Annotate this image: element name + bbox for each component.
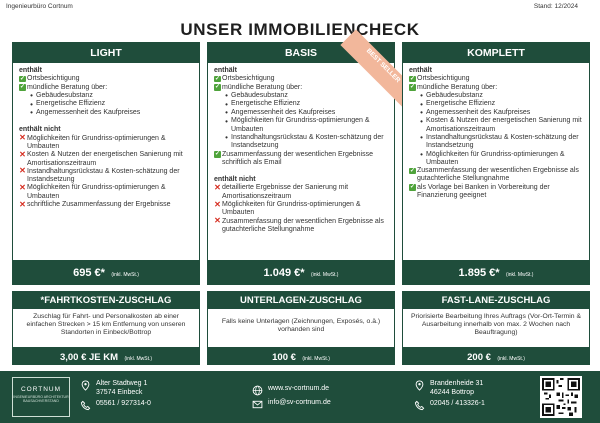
included-item xyxy=(214,134,388,151)
price-note: (inkl. MwSt.) xyxy=(111,272,139,278)
item-text: Ortsbesichtigung xyxy=(27,75,80,83)
item-text: Kosten & Nutzen der energetischen Sanierung mit Amortisationszeitraum xyxy=(426,117,582,133)
section-heading-included: enthält xyxy=(19,67,42,74)
section-spacer xyxy=(214,167,388,176)
cross-icon: ✕ xyxy=(19,133,26,143)
item-text: Möglichkeiten für Grundriss-optimierungen & Umbauten xyxy=(27,134,166,150)
checkmark-icon: ✓ xyxy=(409,84,416,91)
price: 100 € xyxy=(272,352,296,363)
logo-subtext: INGENIEURBÜRO ARCHITEKTUR BAUSACHVERSTAND xyxy=(13,395,69,403)
email-link: info@sv-cortnum.de xyxy=(268,399,331,406)
item-text: mündliche Beratung über: xyxy=(417,83,498,91)
checkmark-icon: ✓ xyxy=(214,75,221,82)
included-item xyxy=(214,117,388,134)
addon-description: Zuschlag für Fahrt- und Personalkosten ab einer einfachen Strecken > 15 km Entfernung von unseren Standorten in Einbeck/Bottrop xyxy=(26,313,186,336)
cross-icon: ✕ xyxy=(19,149,26,159)
item-text: Energetische Effizienz xyxy=(231,100,301,108)
item-text: Angemessenheit des Kaufpreises xyxy=(426,108,531,116)
price-bar xyxy=(208,347,394,364)
excluded-item xyxy=(19,201,193,209)
bullet-icon: • xyxy=(225,116,228,126)
top-bar xyxy=(0,0,600,14)
cross-icon: ✕ xyxy=(214,199,221,209)
cross-icon: ✕ xyxy=(19,182,26,192)
excluded-item xyxy=(214,201,388,218)
footer-online xyxy=(252,385,402,413)
included-item xyxy=(19,92,193,101)
checkmark-icon: ✓ xyxy=(214,151,221,158)
qr-code-pattern xyxy=(542,378,580,416)
checkmark-icon: ✓ xyxy=(19,84,26,91)
package-body xyxy=(403,63,589,200)
included-item xyxy=(409,151,583,168)
phone-number: 05561 / 927314-0 xyxy=(96,400,151,407)
item-text: Angemessenheit des Kaufpreises xyxy=(231,108,336,116)
price-note: (inkl. MwSt.) xyxy=(497,356,525,362)
included-item xyxy=(19,75,193,83)
cross-icon: ✕ xyxy=(214,216,221,226)
included-item xyxy=(409,134,583,151)
item-text: Möglichkeiten für Grundriss-optimierungen & Umbauten xyxy=(27,184,166,200)
included-item xyxy=(409,100,583,109)
bullet-icon: • xyxy=(30,91,33,101)
price-note: (inkl. MwSt.) xyxy=(124,356,153,362)
included-item xyxy=(19,109,193,118)
section-heading-included: enthält xyxy=(214,67,237,74)
bullet-icon: • xyxy=(420,133,423,143)
address-line: Brandenheide 31 xyxy=(430,380,484,387)
bullet-icon: • xyxy=(225,133,228,143)
addon-description: Priorisierte Bearbeitung Ihres Auftrags (Vor-Ort-Termin & Ausarbeitung innerhalb von max. 2 Wochen nach Beauftragung) xyxy=(411,313,581,336)
item-text: Instandhaltungsrückstau & Kosten-schätzung der Instandsetzung xyxy=(231,133,384,150)
price-note: (inkl. MwSt.) xyxy=(505,272,534,278)
package-card-komplett xyxy=(402,42,590,285)
section-heading-excluded: enthält nicht xyxy=(19,126,61,134)
location-pin-icon xyxy=(414,380,425,391)
website[interactable] xyxy=(252,385,402,396)
item-text: Gebäudesubstanz xyxy=(36,91,93,99)
logo-text: CORTNUM xyxy=(20,386,62,393)
checkmark-icon: ✓ xyxy=(214,84,221,91)
package-title: LIGHT xyxy=(13,43,199,63)
phone-einbeck[interactable] xyxy=(80,400,230,411)
item-text: Kosten & Nutzen der energetischen Sanierung mit Amortisationszeitraum xyxy=(27,151,183,167)
addon-card-travel xyxy=(12,291,200,365)
phone-icon xyxy=(414,400,425,411)
email-icon xyxy=(252,399,263,410)
price-bar xyxy=(403,347,589,364)
item-text: Zusammenfassung der wesentlichen Ergebnisse als gutachterliche Stellungnahme xyxy=(417,167,579,183)
item-text: Zusammenfassung der wesentlichen Ergebnisse schriftlich als Email xyxy=(222,150,373,166)
price-bar xyxy=(403,260,589,284)
qr-code-icon[interactable] xyxy=(540,376,582,418)
item-text: Instandhaltungsrückstau & Kosten-schätzung der Instandsetzung xyxy=(426,133,579,150)
price-note: (inkl. MwSt.) xyxy=(310,272,339,278)
company-label: Ingenieurbüro Cortnum xyxy=(6,3,73,10)
address-line: 46244 Bottrop xyxy=(430,388,474,396)
price: 200 € xyxy=(467,352,491,363)
price-note: (inkl. MwSt.) xyxy=(302,356,330,362)
item-text: Energetische Effizienz xyxy=(36,100,106,108)
item-text: Ortsbesichtigung xyxy=(417,75,470,83)
address-bottrop xyxy=(414,380,534,397)
bestseller-ribbon xyxy=(323,43,402,114)
item-text: mündliche Beratung über: xyxy=(222,83,303,91)
addon-card-fastlane xyxy=(402,291,590,365)
item-text: als Vorlage bei Banken in Vorbereitung der Finanzierung geeignet xyxy=(417,183,550,200)
bullet-icon: • xyxy=(420,116,423,126)
item-text: Instandhaltungsrückstau & Kosten-schätzung der Instandsetzung xyxy=(27,167,180,184)
bullet-icon: • xyxy=(420,108,423,118)
checkmark-icon: ✓ xyxy=(409,167,416,174)
price: 3,00 € JE KM xyxy=(59,352,119,363)
website-link: www.sv-cortnum.de xyxy=(268,385,330,392)
price: 1.049 €* xyxy=(263,267,305,279)
address-einbeck xyxy=(80,380,230,397)
item-text: Möglichkeiten für Grundriss-optimierungen & Umbauten xyxy=(231,117,370,133)
excluded-item xyxy=(19,184,193,201)
cross-icon: ✕ xyxy=(19,166,26,176)
phone-number: 02045 / 413326-1 xyxy=(430,400,485,407)
item-text: Gebäudesubstanz xyxy=(231,91,288,99)
excluded-item xyxy=(19,135,193,152)
footer xyxy=(0,371,600,423)
bullet-icon: • xyxy=(420,91,423,101)
cross-icon: ✕ xyxy=(214,182,221,192)
ribbon-label: BEST SELLER xyxy=(340,29,419,108)
bullet-icon: • xyxy=(225,99,228,109)
package-title: BASIS xyxy=(208,43,394,63)
footer-contact-bottrop xyxy=(414,380,534,414)
date-label: Stand: 12/2024 xyxy=(533,3,578,10)
price-bar xyxy=(208,260,394,284)
price: 1.895 €* xyxy=(458,267,500,279)
included-item xyxy=(409,167,583,184)
package-card-light xyxy=(12,42,200,285)
price: 695 €* xyxy=(73,267,105,279)
globe-icon xyxy=(252,385,263,396)
excluded-item xyxy=(214,218,388,235)
included-item xyxy=(19,84,193,92)
item-text: Zusammenfassung der wesentlichen Ergebnisse als gutachterliche Stellungnahme xyxy=(222,217,384,233)
phone-bottrop[interactable] xyxy=(414,400,534,411)
phone-icon xyxy=(80,400,91,411)
excluded-item xyxy=(19,168,193,185)
addon-title: UNTERLAGEN-ZUSCHLAG xyxy=(208,292,394,309)
bullet-icon: • xyxy=(420,150,423,160)
address-line: Alter Stadtweg 1 xyxy=(96,380,148,387)
bullet-icon: • xyxy=(420,99,423,109)
included-item xyxy=(409,84,583,92)
item-text: schriftliche Zusammenfassung der Ergebnisse xyxy=(27,201,171,209)
included-item xyxy=(409,184,583,201)
item-text: Ortsbesichtigung xyxy=(222,75,275,83)
addon-title: FAST-LANE-ZUSCHLAG xyxy=(403,292,589,309)
item-text: mündliche Beratung über: xyxy=(27,83,108,91)
item-text: Energetische Effizienz xyxy=(426,100,496,108)
addon-description: Falls keine Unterlagen (Zeichnungen, Exposés, o.ä.) vorhanden sind xyxy=(221,318,381,333)
section-spacer xyxy=(19,117,193,126)
bullet-icon: • xyxy=(30,108,33,118)
package-title: KOMPLETT xyxy=(403,43,589,63)
item-text: detaillierte Ergebnisse der Sanierung mit Amortisationszeitraum xyxy=(222,184,349,200)
bullet-icon: • xyxy=(225,108,228,118)
checkmark-icon: ✓ xyxy=(409,75,416,82)
item-text: Möglichkeiten für Grundriss-optimierungen & Umbauten xyxy=(426,150,565,166)
company-logo xyxy=(12,377,70,417)
footer-contact-einbeck xyxy=(80,380,230,414)
address-line: 37574 Einbeck xyxy=(96,388,143,396)
package-body xyxy=(13,63,199,209)
included-item xyxy=(214,151,388,168)
location-pin-icon xyxy=(80,380,91,391)
bullet-icon: • xyxy=(30,99,33,109)
bullet-icon: • xyxy=(225,91,228,101)
cross-icon: ✕ xyxy=(19,199,26,209)
excluded-item xyxy=(214,184,388,201)
included-item xyxy=(409,117,583,134)
addon-title: *FAHRTKOSTEN-ZUSCHLAG xyxy=(13,292,199,309)
item-text: Gebäudesubstanz xyxy=(426,91,483,99)
included-item xyxy=(409,92,583,101)
email[interactable] xyxy=(252,399,402,410)
price-bar xyxy=(13,260,199,284)
item-text: Angemessenheit des Kaufpreises xyxy=(36,108,141,116)
checkmark-icon: ✓ xyxy=(409,184,416,191)
section-heading-excluded: enthält nicht xyxy=(214,176,256,184)
page-title: UNSER IMMOBILIENCHECK xyxy=(180,20,420,39)
included-item xyxy=(409,75,583,83)
addon-card-documents xyxy=(207,291,395,365)
checkmark-icon: ✓ xyxy=(19,75,26,82)
included-item xyxy=(19,100,193,109)
section-heading-included: enthält xyxy=(409,67,432,74)
price-bar xyxy=(13,347,199,364)
included-item xyxy=(409,109,583,118)
item-text: Möglichkeiten für Grundriss-optimierungen & Umbauten xyxy=(222,201,361,217)
excluded-item xyxy=(19,151,193,168)
